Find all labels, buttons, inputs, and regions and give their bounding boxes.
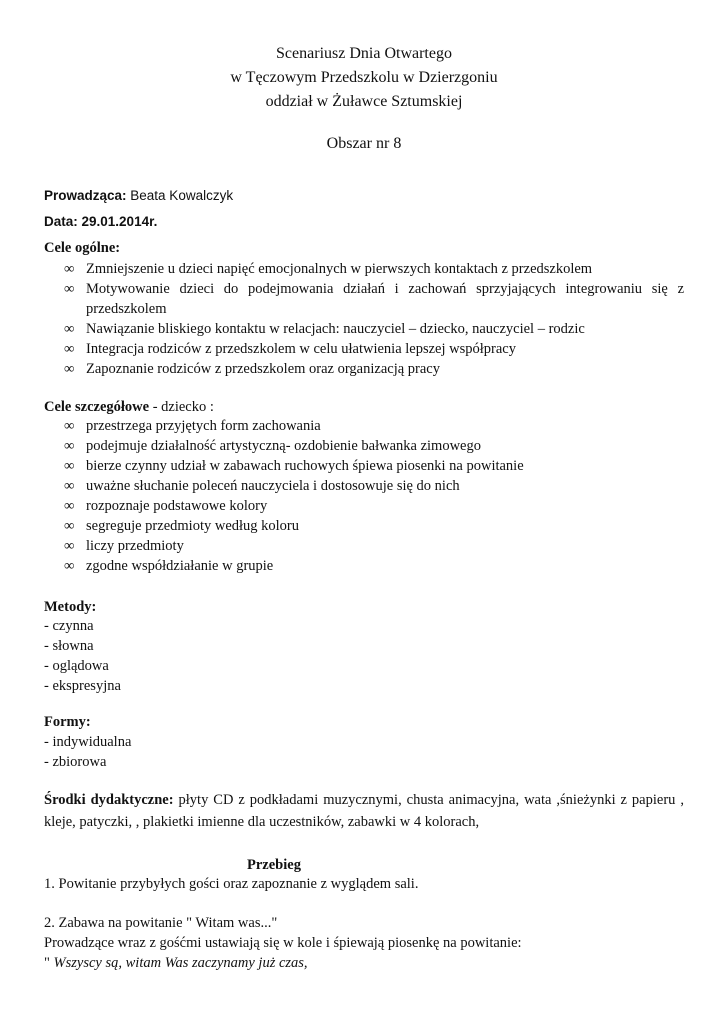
date-value: 29.01.2014r. [77,214,158,229]
infinity-bullet-icon: ∞ [64,341,75,357]
materials-line: Środki dydaktyczne: płyty CD z podkładami muzycznymi, chusta animacyjna, wata ,śnieżynki z papieru , [44,792,684,808]
area-number: Obszar nr 8 [326,135,402,152]
specific-goals-list [44,416,684,576]
course-step-2: 2. Zabawa na powitanie " Witam was..." [44,915,278,931]
list-item: ∞ Integracja rodziców z przedszkolem w celu ułatwienia lepszej współpracy [64,341,516,357]
infinity-bullet-icon: ∞ [64,498,75,514]
list-item: ∞ Zmniejszenie u dzieci napięć emocjonalnych w pierwszych kontaktach z przedszkolem [64,261,593,277]
infinity-bullet-icon: ∞ [64,438,75,454]
infinity-bullet-icon: ∞ [64,361,75,377]
form-item: - zbiorowa [44,754,107,770]
list-item: ∞ Zapoznanie rodziców z przedszkolem oraz organizacją pracy [64,361,440,377]
title-line: w Tęczowym Przedszkolu w Dzierzgoniu [230,69,498,86]
infinity-bullet-icon: ∞ [64,321,75,337]
list-item: ∞ segreguje przedmioty według koloru [64,518,300,534]
forms-heading: Formy: [44,714,91,730]
title-line: oddział w Żuławce Sztumskiej [265,93,463,110]
date-line [44,212,157,232]
materials-line-2: kleje, patyczki, , plakietki imienne dla uczestników, zabawki w 4 kolorach, [44,814,480,830]
method-item: - oglądowa [44,658,109,674]
list-item: ∞ rozpoznaje podstawowe kolory [64,498,268,514]
infinity-bullet-icon: ∞ [64,478,75,494]
list-item: ∞ liczy przedmioty [64,538,184,554]
infinity-bullet-icon: ∞ [64,281,75,297]
list-item: ∞ podejmuje działalność artystyczną- ozdobienie bałwanka zimowego [64,438,481,454]
title-line: Scenariusz Dnia Otwartego [276,45,452,62]
infinity-bullet-icon: ∞ [64,418,75,434]
infinity-bullet-icon: ∞ [64,458,75,474]
general-goals-list [44,259,684,379]
list-item: ∞ Nawiązanie bliskiego kontaktu w relacjach: nauczyciel – dziecko, nauczyciel – rodzic [64,321,585,337]
list-item: ∞ zgodne współdziałanie w grupie [64,558,274,574]
infinity-bullet-icon: ∞ [64,518,75,534]
list-item: ∞ uważne słuchanie poleceń nauczyciela i dostosowuje się do nich [64,478,460,494]
infinity-bullet-icon: ∞ [64,538,75,554]
list-item: ∞ przestrzega przyjętych form zachowania [64,418,321,434]
infinity-bullet-icon: ∞ [64,261,75,277]
method-item: - ekspresyjna [44,678,121,694]
date-label: Data: [44,214,78,229]
list-item-continuation: przedszkolem [86,301,167,317]
infinity-bullet-icon: ∞ [64,558,75,574]
specific-goals-heading: Cele szczegółowe - dziecko : [44,399,214,415]
list-item: ∞ bierze czynny udział w zabawach ruchowych śpiewa piosenki na powitanie [64,458,524,474]
song-lyrics: " Wszyscy są, witam Was zaczynamy już czas, [44,955,308,971]
general-goals-heading: Cele ogólne: [44,240,121,256]
method-item: - czynna [44,618,94,634]
course-step-2-description: Prowadzące wraz z gośćmi ustawiają się w kole i śpiewają piosenkę na powitanie: [44,935,522,951]
materials-label: Środki dydaktyczne: [44,792,174,808]
leader-value: Beata Kowalczyk [126,188,234,203]
course-heading: Przebieg [247,857,301,873]
list-item: ∞ Motywowanie dzieci do podejmowania działań i zachowań sprzyjających integrowaniu się z [64,281,684,297]
leader-label: Prowadząca: [44,188,127,203]
methods-heading: Metody: [44,599,97,615]
course-step-1: 1. Powitanie przybyłych gości oraz zapoznanie z wyglądem sali. [44,876,419,892]
form-item: - indywidualna [44,734,132,750]
leader-line [44,186,233,206]
method-item: - słowna [44,638,94,654]
document-title [44,42,684,114]
